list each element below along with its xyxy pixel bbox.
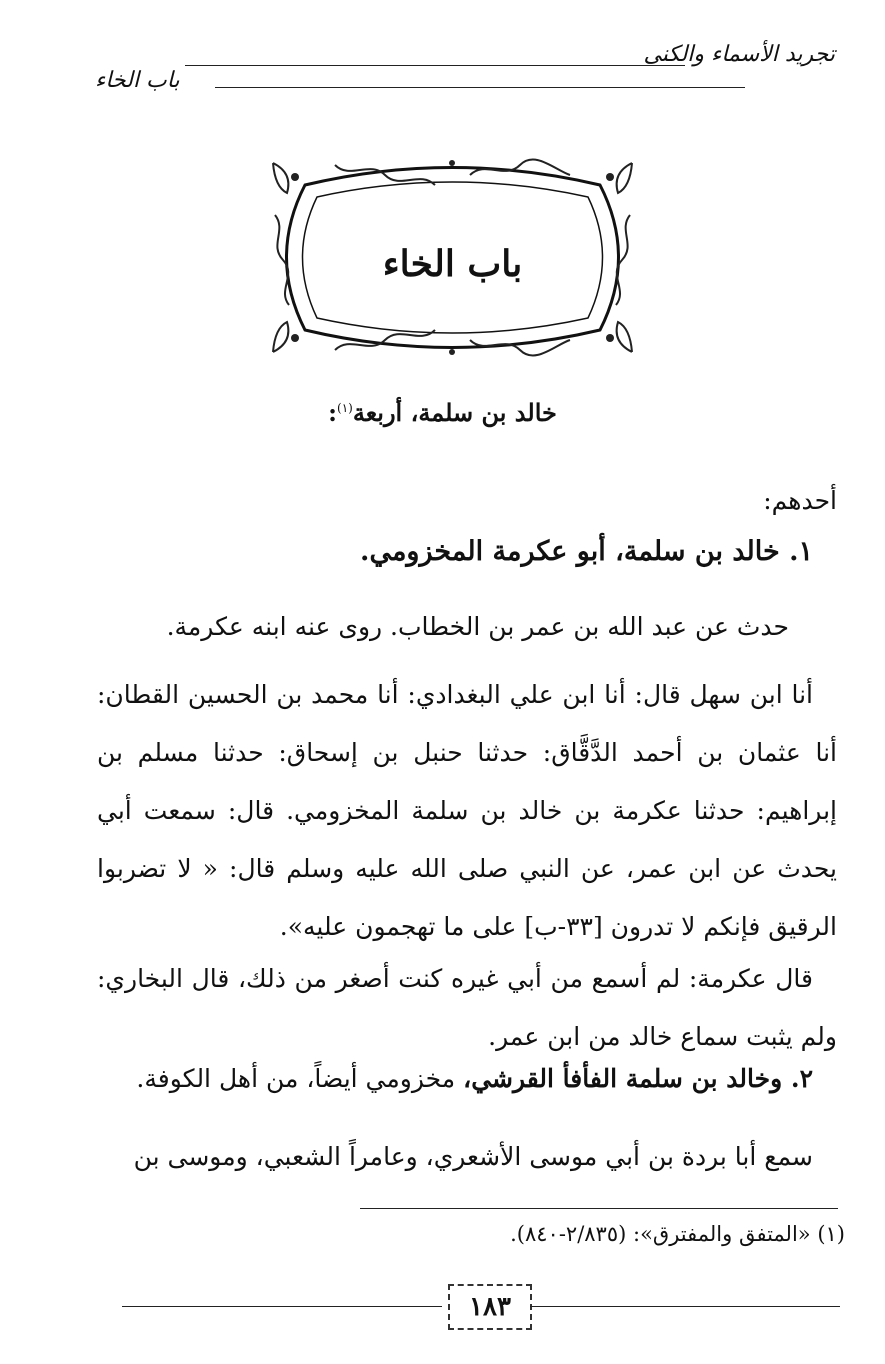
entry-heading-2 <box>93 1064 813 1093</box>
chapter-label: باب الخاء <box>95 68 180 93</box>
page-number: ١٨٣ <box>448 1284 532 1330</box>
footnote: (١) «المتفق والمفترق»: (٢/٨٣٥-٨٤٠). <box>510 1222 845 1246</box>
footer-rule <box>122 1306 442 1307</box>
paragraph: حدث عن عبد الله بن عمر بن الخطاب. روى عنه ابنه عكرمة. <box>166 612 789 641</box>
footnote-rule <box>360 1208 838 1209</box>
running-header <box>95 42 835 112</box>
entry-heading: ١. خالد بن سلمة، أبو عكرمة المخزومي. <box>360 536 813 567</box>
intro-line: أحدهم: <box>763 486 837 515</box>
entry-heading-name: ٢. وخالد بن سلمة الفأفأ القرشي، <box>463 1064 813 1093</box>
section-heading-text: خالد بن سلمة، أربعة <box>352 398 557 427</box>
section-heading <box>0 398 885 427</box>
entry-heading-desc: مخزومي أيضاً، من أهل الكوفة. <box>136 1064 464 1093</box>
paragraph: أنا ابن سهل قال: أنا ابن علي البغدادي: أنا محمد بن الحسين القطان: أنا عثمان بن أحمد الدَّقَّاق: حدثنا حنبل بن إسحاق: حدثنا مسلم بن إبراهيم: حدثنا عكرمة بن خالد بن سلمة المخزومي. قال: سمعت أبي يحدث عن ابن عمر، عن النبي صلى الله عليه وسلم قال: « لا تضربوا الرقيق فإنكم لا تدرون [٣٣-ب] على ما تهجمون عليه». <box>97 680 837 941</box>
paragraph: سمع أبا بردة بن أبي موسى الأشعري، وعامراً الشعبي، وموسى بن <box>133 1142 813 1171</box>
book-title: تجريد الأسماء والكنى <box>643 42 835 67</box>
chapter-title: باب الخاء <box>382 243 523 285</box>
paragraph: قال عكرمة: لم أسمع من أبي غيره كنت أصغر من ذلك، قال البخاري: ولم يثبت سماع خالد من ابن عمر. <box>97 964 837 1051</box>
footnote-marker: (١) <box>337 401 353 415</box>
header-rule <box>215 87 745 88</box>
footer-rule <box>530 1306 840 1307</box>
section-heading-suffix: : <box>328 398 338 427</box>
chapter-ornament-frame <box>265 155 640 360</box>
header-rule <box>185 65 685 66</box>
